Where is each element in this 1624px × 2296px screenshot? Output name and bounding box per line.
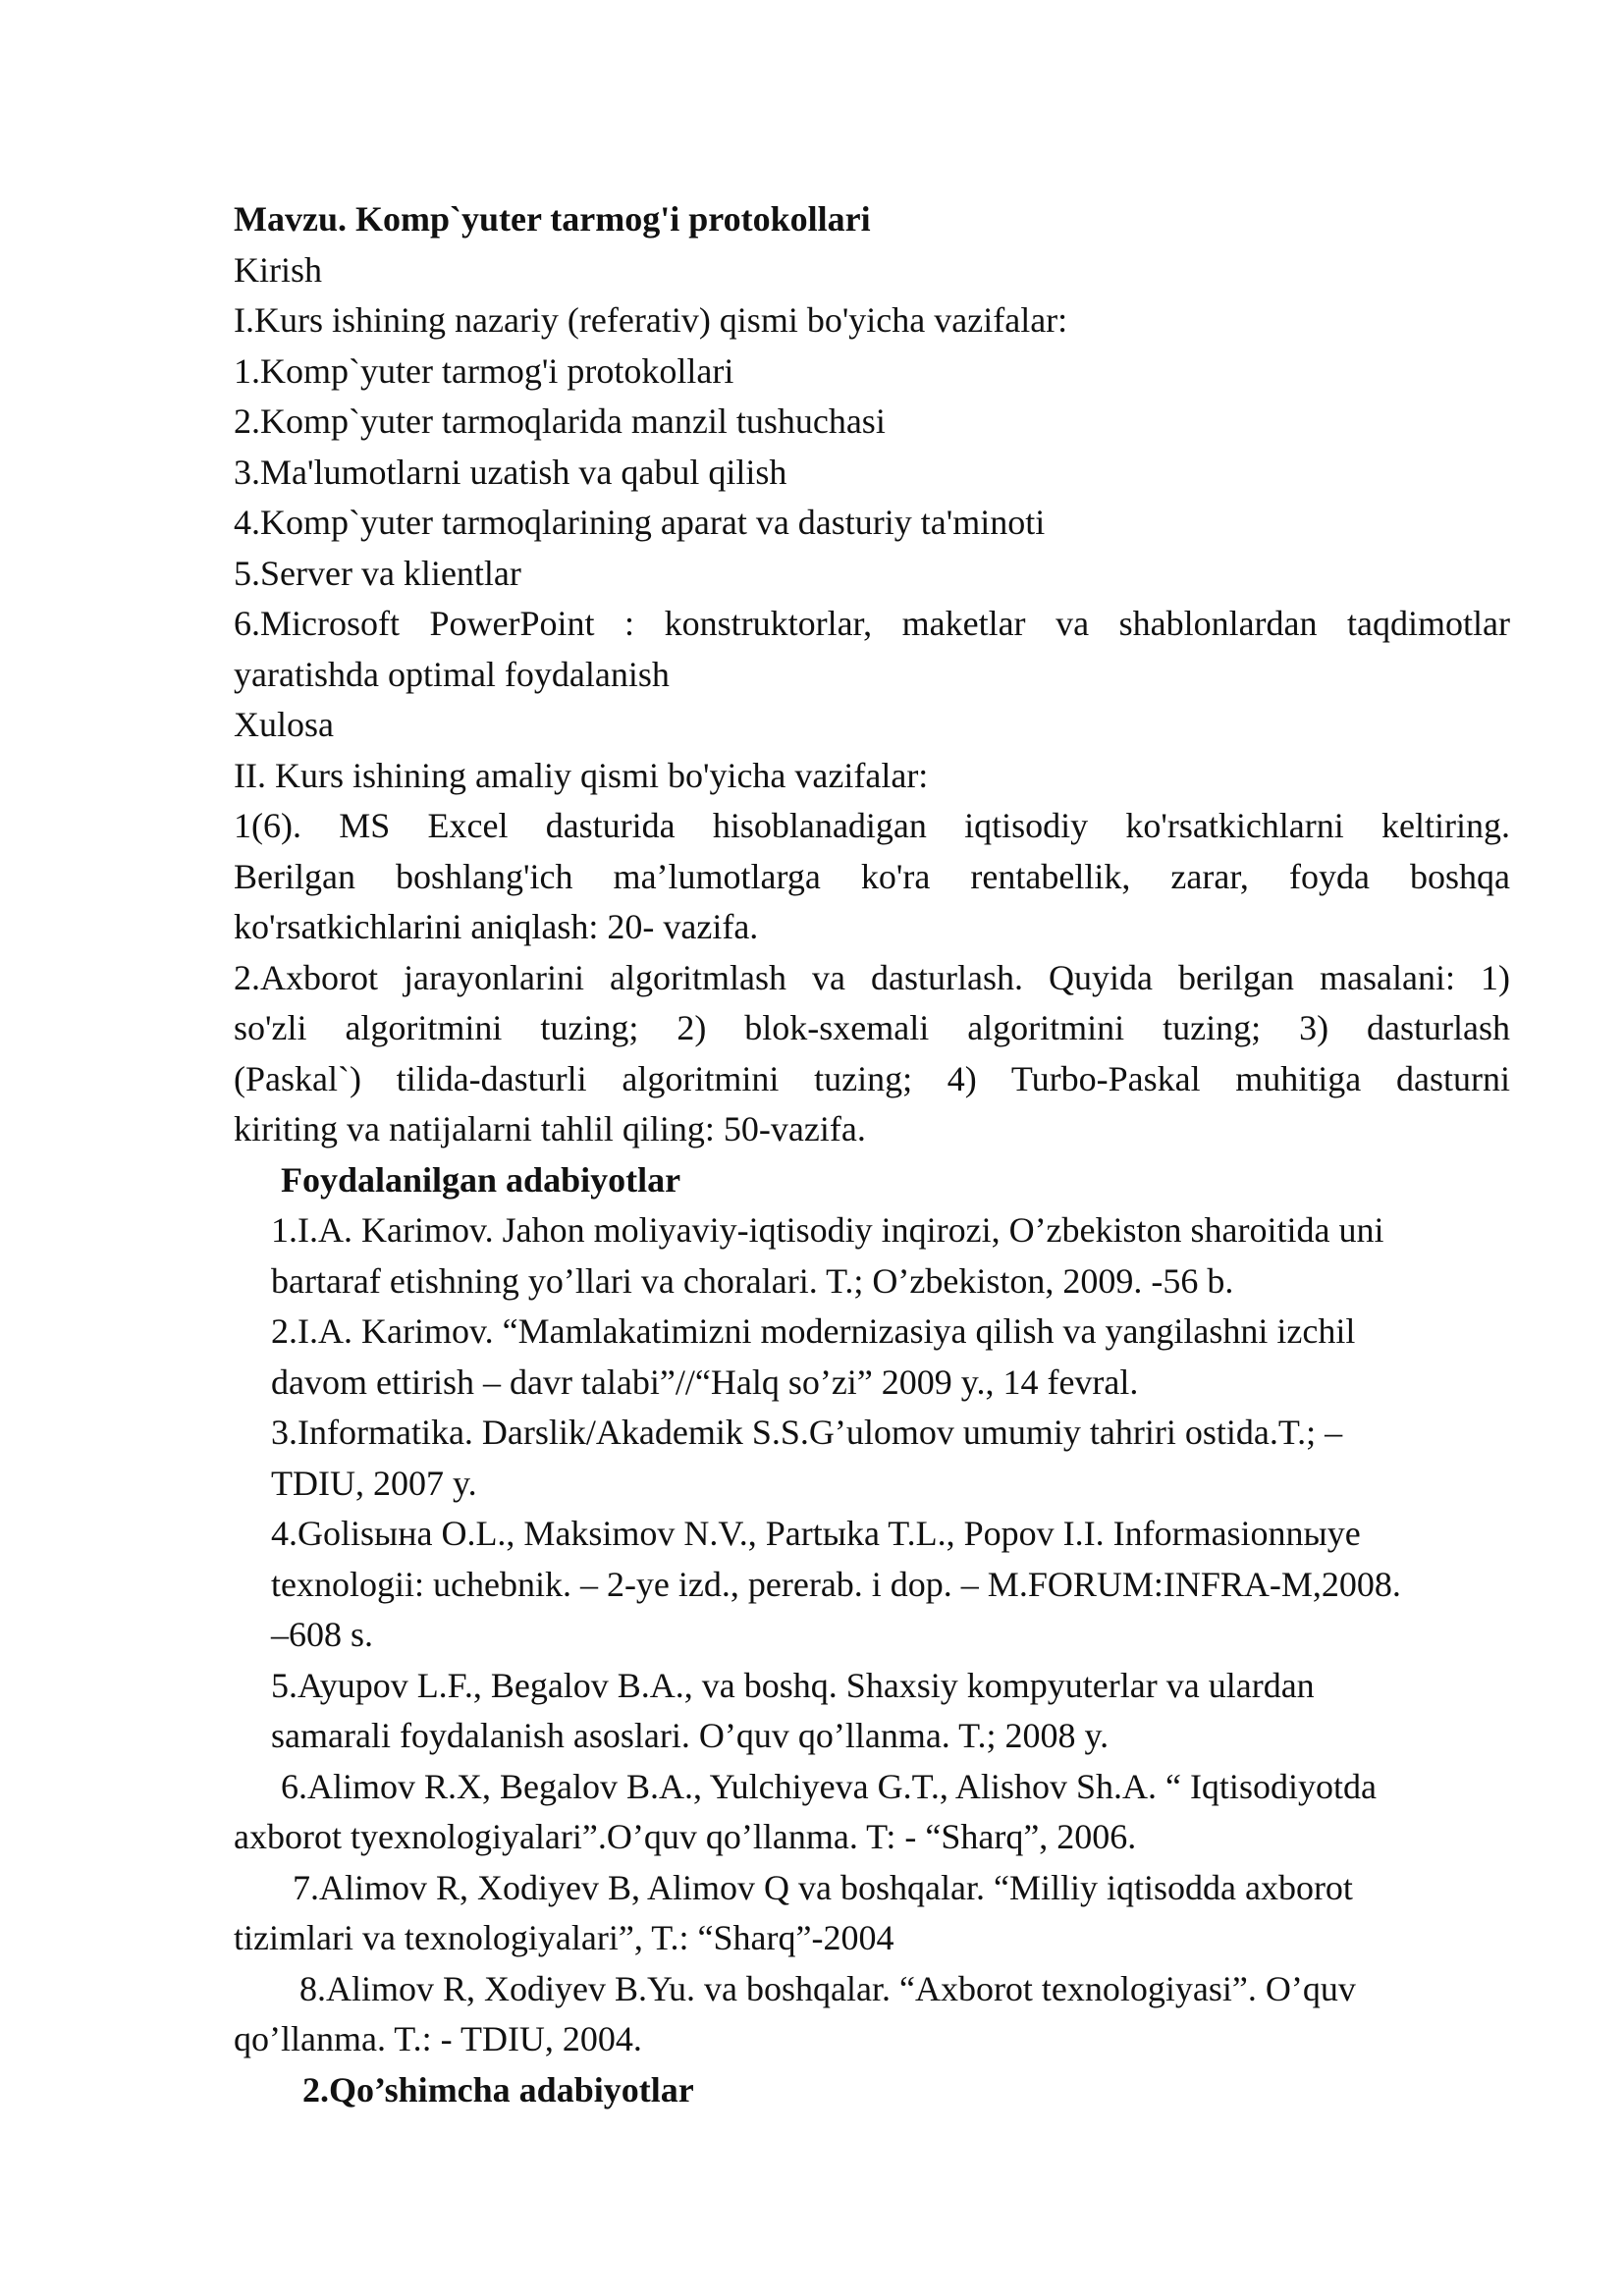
task1-line: 1(6). MS Excel dasturida hisoblanadigan iqtisodiy ko'rsatkichlarni keltiring. — [234, 806, 1510, 845]
section1-item-6-line1: 6.Microsoft PowerPoint : konstruktorlar, maketlar va shablonlardan taqdimotlar — [234, 604, 1510, 643]
reference-line: 2.I.A. Karimov. “Mamlakatimizni modernizasiya qilish va yangilashni izchil — [271, 1311, 1356, 1351]
section1-item: 5.Server va klientlar — [234, 553, 521, 593]
section1-item: 2.Komp`yuter tarmoqlarida manzil tushuchasi — [234, 401, 886, 441]
task1-line: Berilgan boshlang'ich ma’lumotlarga ko'ra rentabellik, zarar, foyda boshqa — [234, 856, 1510, 896]
reference-8-line2: qo’llanma. T.: - TDIU, 2004. — [234, 2019, 642, 2058]
task2-line: 2.Axborot jarayonlarini algoritmlash va dasturlash. Quyida berilgan masalani: 1) — [234, 957, 1510, 997]
reference-line: TDIU, 2007 y. — [271, 1463, 477, 1503]
reference-line: texnologii: uchebnik. – 2-ye izd., pererab. i dop. – M.FORUM:INFRA-M,2008. — [271, 1564, 1401, 1604]
intro-heading: Kirish — [234, 249, 322, 290]
task2-line: kiriting va natijalarni tahlil qiling: 50-vazifa. — [234, 1109, 866, 1148]
section1-item: 3.Ma'lumotlarni uzatish va qabul qilish — [234, 452, 787, 492]
reference-7-line1: 7.Alimov R, Xodiyev B, Alimov Q va boshqalar. “Milliy iqtisodda axborot — [293, 1867, 1353, 1907]
reference-line: –608 s. — [271, 1615, 374, 1654]
reference-line: davom ettirish – davr talabi”//“Halq so’zi” 2009 y., 14 fevral. — [271, 1362, 1139, 1402]
reference-8-line1: 8.Alimov R, Xodiyev B.Yu. va boshqalar. “Axborot texnologiyasi”. O’quv — [299, 1968, 1356, 2008]
task2-line: (Paskal`) tilida-dasturli algoritmini tuzing; 4) Turbo-Paskal muhitiga dasturni — [234, 1058, 1510, 1098]
section2-heading: II. Kurs ishining amaliy qismi bo'yicha vazifalar: — [234, 755, 929, 795]
reference-6-line2: axborot tyexnologiyalari”.O’quv qo’llanma. T: - “Sharq”, 2006. — [234, 1817, 1137, 1856]
document-title: Mavzu. Komp`yuter tarmog'i protokollari — [234, 199, 871, 239]
section1-item: 1.Komp`yuter tarmog'i protokollari — [234, 350, 734, 391]
document-body — [234, 194, 1510, 2115]
reference-line: bartaraf etishning yo’llari va choralari. T.; O’zbekiston, 2009. -56 b. — [271, 1260, 1234, 1301]
conclusion-heading: Xulosa — [234, 705, 334, 744]
task2-line: so'zli algoritmini tuzing; 2) blok-sxemali algoritmini tuzing; 3) dasturlash — [234, 1008, 1510, 1047]
reference-line: 5.Ayupov L.F., Begalov B.A., va boshq. Shaxsiy kompyuterlar va ulardan — [271, 1665, 1315, 1705]
reference-line: 4.Golisына O.L., Maksimov N.V., Partыka T.L., Popov I.I. Informasionnыye — [271, 1514, 1361, 1553]
reference-7-line2: tizimlari va texnologiyalari”, T.: “Sharq”-2004 — [234, 1918, 894, 1957]
section1-item: 4.Komp`yuter tarmoqlarining aparat va dasturiy ta'minoti — [234, 503, 1046, 542]
section1-heading: I.Kurs ishining nazariy (referativ) qismi bo'yicha vazifalar: — [234, 300, 1068, 340]
section1-item-6-line2: yaratishda optimal foydalanish — [234, 654, 670, 694]
reference-line: samarali foydalanish asoslari. O’quv qo’llanma. T.; 2008 y. — [271, 1716, 1110, 1755]
references-heading: Foydalanilgan adabiyotlar — [281, 1159, 681, 1200]
reference-line: 3.Informatika. Darslik/Akademik S.S.G’ulomov umumiy tahriri ostida.T.; – — [271, 1413, 1343, 1452]
reference-line: 1.I.A. Karimov. Jahon moliyaviy-iqtisodiy inqirozi, O’zbekiston sharoitida uni — [271, 1210, 1384, 1250]
task1-line: ko'rsatkichlarini aniqlash: 20- vazifa. — [234, 907, 759, 946]
additional-references-heading: 2.Qo’shimcha adabiyotlar — [302, 2069, 694, 2109]
reference-6-line1: 6.Alimov R.X, Begalov B.A., Yulchiyeva G.T., Alishov Sh.A. “ Iqtisodiyotda — [281, 1766, 1377, 1806]
